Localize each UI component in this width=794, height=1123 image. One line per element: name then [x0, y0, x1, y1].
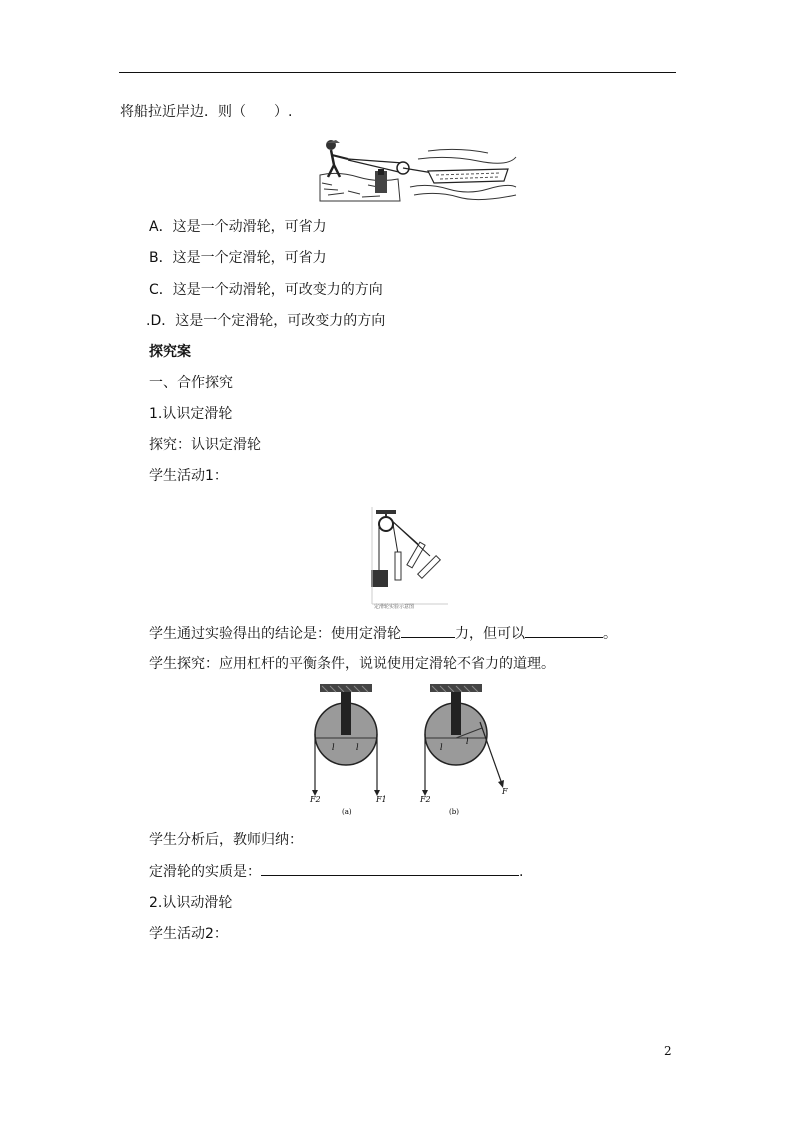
explore-lever: 学生探究：应用杠杆的平衡条件，说说使用定滑轮不省力的道理。 [149, 656, 555, 672]
conclusion-prefix: 学生通过实验得出的结论是：使用定滑轮 [149, 626, 401, 642]
page-number: 2 [664, 1044, 672, 1058]
lever-b-force-left: F2 [420, 795, 431, 804]
lever-b-force-right: F [502, 787, 508, 796]
lever-b-l1-label: l [466, 737, 469, 746]
fixed-pulley-experiment-figure [368, 504, 450, 610]
option-d: .D．这是一个定滑轮，可改变力的方向 [146, 313, 386, 329]
lever-b-caption: (b) [449, 808, 459, 816]
question-intro: 将船拉近岸边．则（ ）. [120, 104, 293, 120]
explore-fixed-pulley: 探究：认识定滑轮 [149, 437, 261, 453]
option-a: A．这是一个动滑轮，可省力 [149, 219, 327, 235]
conclusion-line [149, 625, 617, 642]
lever-a-caption: (a) [342, 808, 352, 816]
experiment-caption: 定滑轮实验示意图 [374, 604, 415, 610]
essence-blank [261, 863, 519, 876]
option-b: B．这是一个定滑轮，可省力 [149, 250, 327, 266]
essence-suffix: . [519, 864, 524, 880]
lever-b-l2-label: l [440, 743, 443, 752]
item-movable-pulley: 2.认识动滑轮 [149, 895, 233, 911]
lever-a-l1-label: l [356, 743, 359, 752]
blank-1 [401, 625, 455, 638]
fixed-pulley-lever-diagrams [306, 684, 512, 816]
conclusion-middle: 力，但可以 [455, 626, 525, 642]
conclusion-suffix: 。 [603, 626, 617, 642]
lever-a-force-left: F2 [310, 795, 321, 804]
subheading-cooperative: 一、合作探究 [149, 375, 233, 391]
lever-a-force-right: F1 [376, 795, 387, 804]
boat-pulley-illustration [318, 135, 518, 203]
essence-prefix: 定滑轮的实质是： [149, 864, 261, 880]
blank-2 [525, 625, 603, 638]
lever-a-l2-label: l [332, 743, 335, 752]
student-activity-1: 学生活动1： [149, 468, 228, 484]
header-rule [119, 72, 676, 73]
analysis-line: 学生分析后，教师归纳： [149, 832, 303, 848]
section-heading: 探究案 [149, 344, 191, 360]
essence-line [149, 863, 523, 880]
item-fixed-pulley: 1.认识定滑轮 [149, 406, 233, 422]
option-c: C．这是一个动滑轮，可改变力的方向 [149, 282, 383, 298]
student-activity-2: 学生活动2： [149, 926, 228, 942]
